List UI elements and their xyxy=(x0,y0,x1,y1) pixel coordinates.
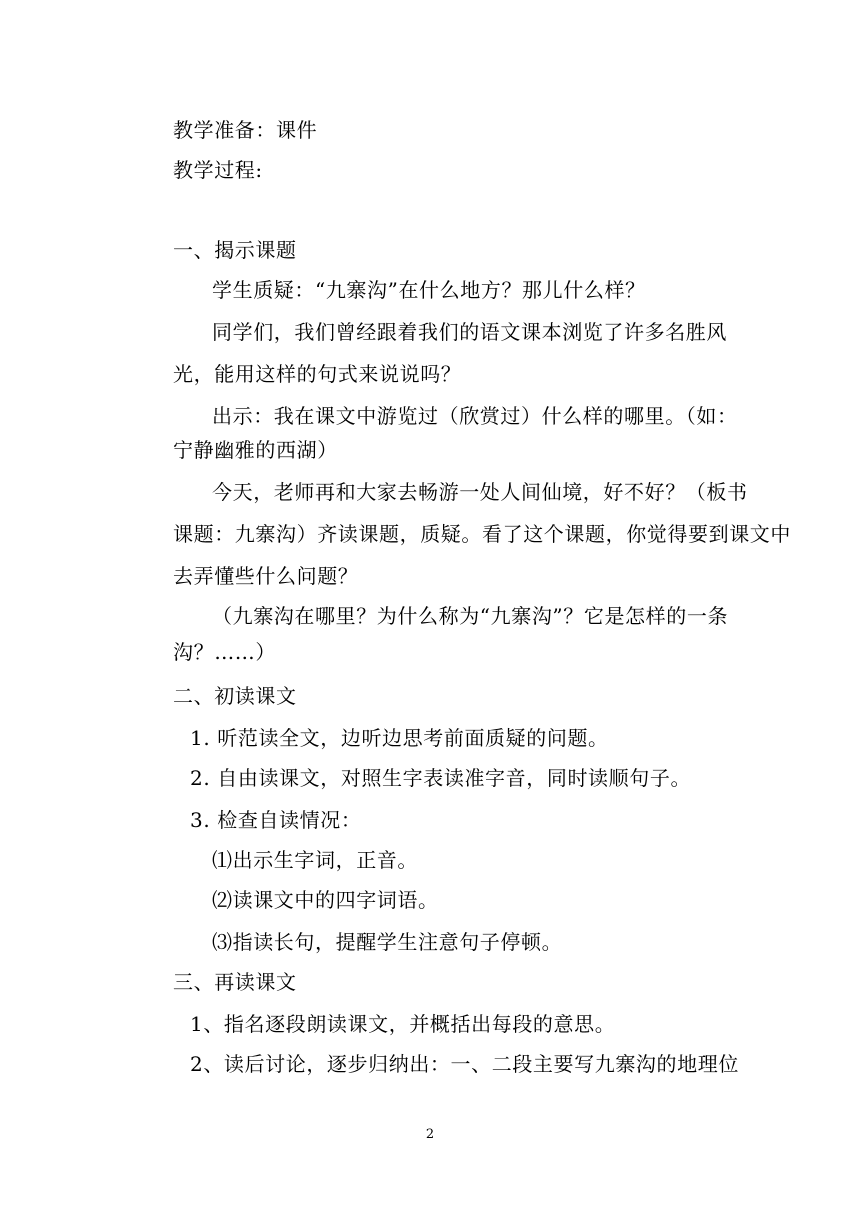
section-1-para-2-line-2: 宁静幽雅的西湖） xyxy=(173,438,338,462)
teaching-process-heading: 教学过程: xyxy=(173,158,263,182)
section-3-title: 三、再读课文 xyxy=(173,970,297,994)
section-1-para-2-line-1: 出示：我在课文中游览过（欣赏过）什么样的哪里。（如： xyxy=(212,404,738,428)
page-number: 2 xyxy=(425,1127,435,1142)
section-1-para-1-line-2: 光，能用这样的句式来说说吗？ xyxy=(173,362,462,386)
section-1-para-3-line-2: 课题：九寨沟）齐读课题，质疑。看了这个课题，你觉得要到课文中 xyxy=(173,522,791,546)
section-1-question: 学生质疑：“九寨沟”在什么地方？那儿什么样？ xyxy=(212,278,646,302)
section-2-sub-1: ⑴出示生字词，正音。 xyxy=(212,848,418,872)
section-1-title: 一、揭示课题 xyxy=(173,238,297,262)
section-1-para-4-line-1: （九寨沟在哪里？为什么称为“九寨沟”？它是怎样的一条 xyxy=(212,604,729,628)
section-2-title: 二、初读课文 xyxy=(173,684,297,708)
section-3-item-2: 2、读后讨论，逐步归纳出：一、二段主要写九寨沟的地理位 xyxy=(190,1052,739,1076)
section-2-sub-2: ⑵读课文中的四字词语。 xyxy=(212,888,439,912)
section-2-item-1: 1. 听范读全文，边听边思考前面质疑的问题。 xyxy=(190,726,609,750)
section-1-para-3-line-3: 去弄懂些什么问题？ xyxy=(173,564,359,588)
section-3-item-1: 1、指名逐段朗读课文，并概括出每段的意思。 xyxy=(190,1012,616,1036)
section-2-sub-3: ⑶指读长句，提醒学生注意句子停顿。 xyxy=(212,930,563,954)
section-1-para-1-line-1: 同学们，我们曾经跟着我们的语文课本浏览了许多名胜风 xyxy=(212,320,727,344)
teaching-prep: 教学准备：课件 xyxy=(173,118,318,142)
section-2-item-3: 3. 检查自读情况： xyxy=(190,808,362,832)
section-1-para-3-line-1: 今天，老师再和大家去畅游一处人间仙境，好不好？（板书 xyxy=(212,480,748,504)
section-2-item-2: 2. 自由读课文，对照生字表读准字音，同时读顺句子。 xyxy=(190,766,692,790)
section-1-para-4-line-2: 沟？……） xyxy=(173,640,276,664)
